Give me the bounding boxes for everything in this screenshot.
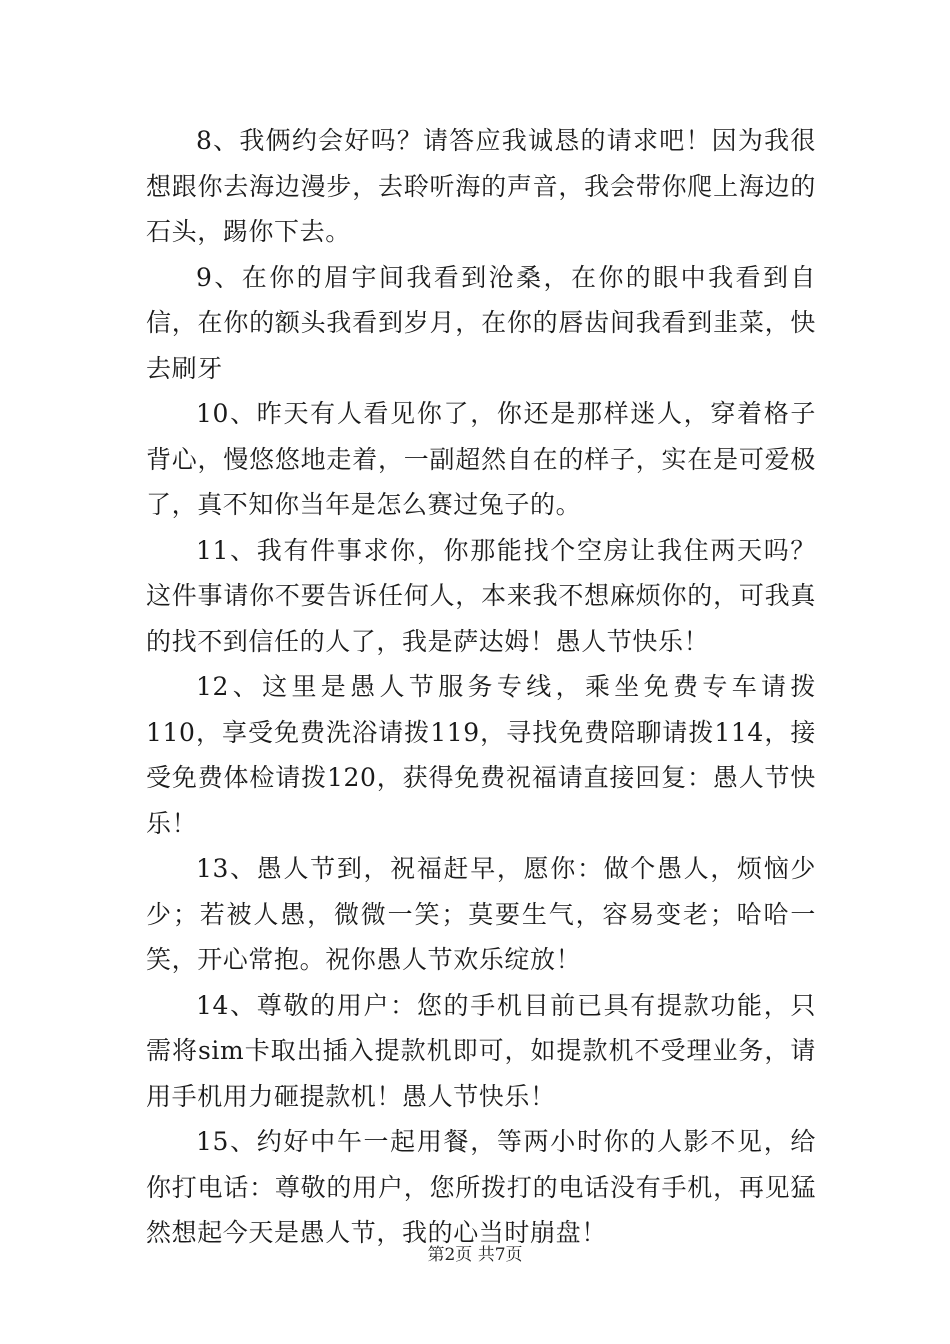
page-number-footer: 第2页 共7页	[427, 1245, 523, 1265]
paragraph-10: 10、昨天有人看见你了，你还是那样迷人，穿着格子背心，慢悠悠地走着，一副超然自在的样子，实在是可爱极了，真不知你当年是怎么赛过兔子的。	[146, 399, 816, 519]
paragraph-15: 15、约好中午一起用餐，等两小时你的人影不见，给你打电话：尊敬的用户，您所拨打的电话没有手机，再见猛然想起今天是愚人节，我的心当时崩盘！	[146, 1127, 816, 1247]
paragraph-11: 11、我有件事求你，你那能找个空房让我住两天吗？这件事请你不要告诉任何人，本来我不想麻烦你的，可我真的找不到信任的人了，我是萨达姆！愚人节快乐！	[146, 535, 816, 656]
paragraph-8: 8、我俩约会好吗？请答应我诚恳的请求吧！因为我很想跟你去海边漫步，去聆听海的声音，我会带你爬上海边的石头，踢你下去。	[146, 126, 816, 246]
paragraph-12: 12、这里是愚人节服务专线，乘坐免费专车请拨110，享受免费洗浴请拨119，寻找免费陪聊请拨114，接受免费体检请拨120，获得免费祝福请直接回复：愚人节快乐！	[146, 672, 816, 838]
paragraph-14: 14、尊敬的用户：您的手机目前已具有提款功能，只需将sim卡取出插入提款机即可，如提款机不受理业务，请用手机用力砸提款机！愚人节快乐！	[146, 990, 816, 1111]
document-body	[146, 118, 816, 1256]
paragraph-9: 9、在你的眉宇间我看到沧桑，在你的眼中我看到自信，在你的额头我看到岁月，在你的唇齿间我看到韭菜，快去刷牙	[146, 262, 816, 383]
paragraph-13: 13、愚人节到，祝福赶早，愿你：做个愚人，烦恼少少；若被人愚，微微一笑；莫要生气，容易变老；哈哈一笑，开心常抱。祝你愚人节欢乐绽放！	[146, 854, 816, 974]
